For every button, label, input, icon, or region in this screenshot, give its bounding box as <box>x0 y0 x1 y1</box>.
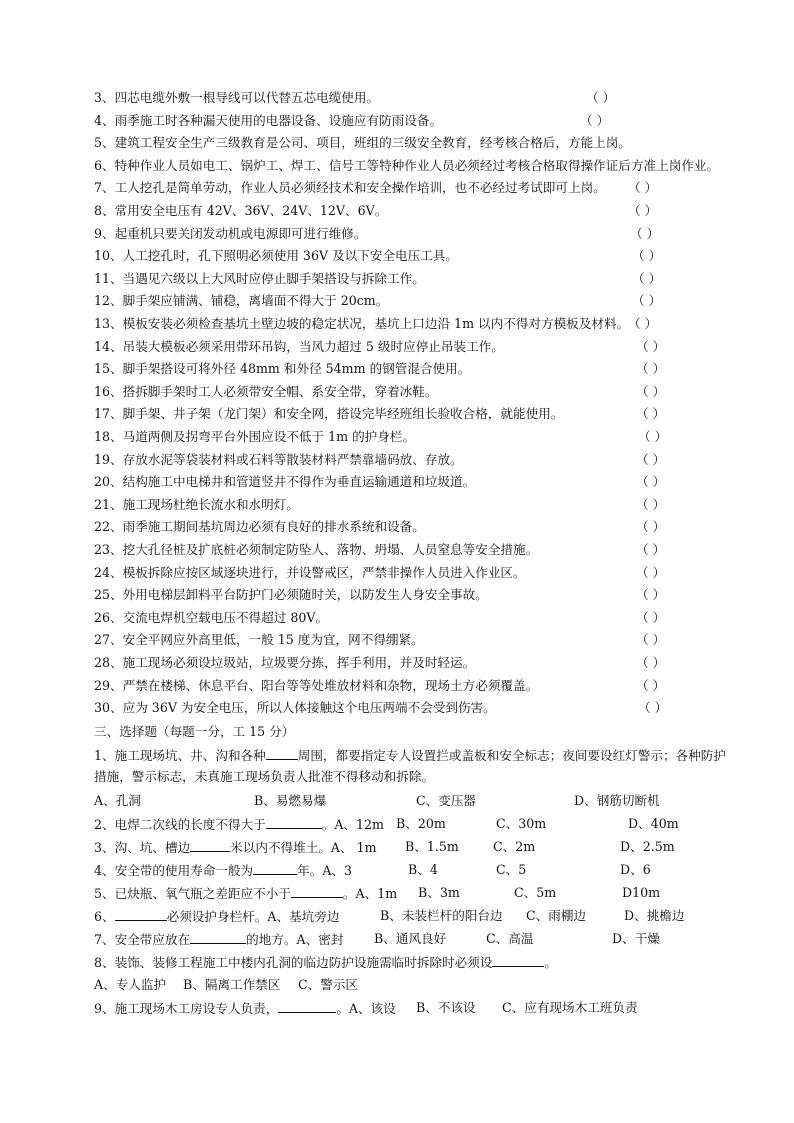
answer-parentheses[interactable]: （ ） <box>580 113 610 128</box>
q6-option-d: D、挑檐边 <box>624 908 685 923</box>
judgement-question: 22、雨季施工期间基坑周边必须有良好的排水系统和设备。 <box>94 519 425 534</box>
answer-parentheses[interactable]: （ ） <box>628 316 658 331</box>
judgement-question: 16、搭拆脚手架时工人必须带安全帽、系安全带，穿着冰鞋。 <box>94 384 438 399</box>
answer-parentheses[interactable]: （ ） <box>636 452 666 467</box>
choice-question-9 <box>94 999 396 1018</box>
q3-option-b: B、1.5m <box>405 839 459 854</box>
q5-option-b: B、3m <box>418 885 460 900</box>
q1-option-c: C、变压器 <box>416 793 477 808</box>
q5-option-c: C、5m <box>514 885 557 900</box>
judgement-question: 13、模板安装必须检查基坑土壁边坡的稳定状况，基坑上口边沿 1m 以内不得对方模板及材料。 <box>94 316 630 331</box>
judgement-question: 9、起重机只要关闭发动机或电源即可进行维修。 <box>94 226 367 241</box>
choice-question-1-line2: 措施，警示标志，未真施工现场负责人批准不得移动和拆除。 <box>94 769 435 784</box>
q2-answer-blank[interactable] <box>266 815 322 829</box>
choice-question-8 <box>94 953 557 972</box>
q8-option-a: A、专人监护 <box>94 977 167 992</box>
q1-option-a: A、孔洞 <box>94 793 141 808</box>
judgement-question: 6、特种作业人员如电工、锅炉工、焊工、信号工等特种作业人员必须经过考核合格取得操作证后方准上岗作业。 <box>94 158 720 173</box>
q3-option-d: D、2.5m <box>620 839 675 854</box>
judgement-question: 10、人工挖孔时，孔下照明必须使用 36V 及以下安全电压工具。 <box>94 248 458 263</box>
answer-parentheses[interactable]: （ ） <box>636 610 666 625</box>
q1-stem-a: 1、施工现场坑、井、沟和各种 <box>94 748 266 763</box>
q5-option-a: 。A、1m <box>342 886 398 901</box>
section-heading-choice: 三、选择题（每题一分，工 15 分） <box>94 724 295 739</box>
q6-option-a: 必须设护身栏杆。A、基坑旁边 <box>166 909 340 924</box>
judgement-question: 5、建筑工程安全生产三级教育是公司、项目，班组的三级安全教育，经考核合格后，方能上岗。 <box>94 135 631 150</box>
answer-parentheses[interactable]: （ ） <box>636 497 666 512</box>
q1-answer-blank[interactable] <box>266 746 298 760</box>
answer-parentheses[interactable]: （ ） <box>586 90 616 105</box>
q4-stem: 4、安全带的使用寿命一般为 <box>94 863 254 878</box>
answer-parentheses[interactable]: （ ） <box>636 406 666 421</box>
q3-option-a: 米以内不得堆土。A、 1m <box>230 840 377 855</box>
q5-option-d: D10m <box>622 885 661 900</box>
answer-parentheses[interactable]: （ ） <box>636 587 666 602</box>
answer-parentheses[interactable]: （ ） <box>636 384 666 399</box>
q7-answer-blank[interactable] <box>190 930 246 944</box>
q9-stem: 9、施工现场木工房设专人负责， <box>94 1001 279 1016</box>
q8-option-c: C、警示区 <box>298 977 359 992</box>
q4-option-a: 年。A、3 <box>297 863 353 878</box>
judgement-question: 12、脚手架应铺满、铺稳，离墙面不得大于 20cm。 <box>94 293 389 308</box>
q7-option-a: 的地方。A、密封 <box>246 932 344 947</box>
judgement-question: 30、应为 36V 为安全电压，所以人体接触这个电压两端不会受到伤害。 <box>94 700 496 715</box>
q3-option-c: C、2m <box>493 839 536 854</box>
q9-answer-blank[interactable] <box>278 999 336 1013</box>
judgement-question: 8、常用安全电压有 42V、36V、24V、12V、6V。 <box>94 203 388 218</box>
choice-question-6 <box>94 907 339 926</box>
q6-option-b: B、未装栏杆的阳台边 <box>380 908 503 923</box>
answer-parentheses[interactable]: （ ） <box>636 542 666 557</box>
judgement-question: 3、四芯电缆外敷一根导线可以代替五芯电缆使用。 <box>94 90 380 105</box>
answer-parentheses[interactable]: （ ） <box>628 203 658 218</box>
q2-option-c: C、30m <box>496 816 547 831</box>
judgement-question: 25、外用电梯层卸料平台防护门必须随时关，以防发生人身安全事故。 <box>94 587 488 602</box>
judgement-question: 21、施工现场杜绝长流水和水明灯。 <box>94 497 299 512</box>
answer-parentheses[interactable]: （ ） <box>636 519 666 534</box>
q1-option-d: D、钢筋切断机 <box>574 793 660 808</box>
answer-parentheses[interactable]: （ ） <box>636 655 666 670</box>
judgement-question: 4、雨季施工时各种漏天使用的电器设备、设施应有防雨设备。 <box>94 113 443 128</box>
q5-answer-blank[interactable] <box>291 884 343 898</box>
q9-option-c: C、应有现场木工班负责 <box>502 1000 638 1015</box>
answer-parentheses[interactable]: （ ） <box>638 700 668 715</box>
choice-question-4 <box>94 861 352 880</box>
answer-parentheses[interactable]: （ ） <box>632 248 662 263</box>
answer-parentheses[interactable]: （ ） <box>636 565 666 580</box>
q4-option-c: C、5 <box>496 862 527 877</box>
q4-option-d: D、6 <box>620 862 651 877</box>
q9-option-b: B、不该设 <box>416 1000 476 1015</box>
judgement-question: 15、脚手架搭设可将外径 48mm 和外径 54mm 的钢管混合使用。 <box>94 361 471 376</box>
q2-stem: 2、电焊二次线的长度不得大于 <box>94 817 266 832</box>
q7-option-b: B、通风良好 <box>374 931 447 946</box>
q2-option-b: B、20m <box>396 816 446 831</box>
judgement-question: 14、吊装大模板必须采用带环吊钩，当风力超过 5 级时应停止吊装工作。 <box>94 339 504 354</box>
judgement-question: 17、脚手架、井子架（龙门架）和安全网，搭设完毕经班组长验收合格，就能使用。 <box>94 406 564 421</box>
answer-parentheses[interactable]: （ ） <box>636 361 666 376</box>
judgement-question: 20、结构施工中电梯井和管道竖井不得作为垂直运输通道和垃圾道。 <box>94 474 476 489</box>
answer-parentheses[interactable]: （ ） <box>628 180 658 195</box>
q3-stem: 3、沟、坑、槽边 <box>94 840 191 855</box>
choice-question-1-line1 <box>94 746 726 765</box>
choice-question-5 <box>94 884 397 903</box>
choice-question-2 <box>94 815 384 834</box>
answer-parentheses[interactable]: （ ） <box>636 339 666 354</box>
q8-option-b: B、隔离工作禁区 <box>183 977 281 992</box>
answer-parentheses[interactable]: （ ） <box>636 474 666 489</box>
answer-parentheses[interactable]: （ ） <box>632 271 662 286</box>
answer-parentheses[interactable]: （ ） <box>630 226 660 241</box>
q7-stem: 7、安全带应放在 <box>94 932 191 947</box>
q4-option-b: B、4 <box>408 862 438 877</box>
q2-option-a: 。A、12m <box>321 817 384 832</box>
judgement-question: 26、交流电焊机空载电压不得超过 80V。 <box>94 610 329 625</box>
judgement-question: 18、马道两侧及拐弯平台外围应设不低于 1m 的护身栏。 <box>94 429 416 444</box>
q6-stem: 6、 <box>94 909 115 924</box>
judgement-question: 28、施工现场必须设垃圾站，垃圾要分拣，挥手利用，并及时轻运。 <box>94 655 476 670</box>
answer-parentheses[interactable]: （ ） <box>636 678 666 693</box>
q3-answer-blank[interactable] <box>190 838 230 852</box>
answer-parentheses[interactable]: （ ） <box>632 293 662 308</box>
judgement-question: 27、安全平网应外高里低，一般 15 度为宜，网不得绷紧。 <box>94 632 424 647</box>
q4-answer-blank[interactable] <box>253 861 297 875</box>
q1-option-b: B、易燃易爆 <box>254 793 327 808</box>
judgement-question: 24、模板拆除应按区域逐块进行，并设警戒区，严禁非操作人员进入作业区。 <box>94 565 526 580</box>
judgement-question: 7、工人挖孔是简单劳动，作业人员必须经技术和安全操作培训，也不必经过考试即可上岗。 <box>94 180 606 195</box>
q8-stem: 8、装饰、装修工程施工中楼内孔洞的临边防护设施需临时拆除时必须设 <box>94 955 493 970</box>
q5-stem: 5、已炔瓶、氧气瓶之差距应不小于 <box>94 886 291 901</box>
q8-stem-end: 。 <box>544 955 558 970</box>
q6-answer-blank[interactable] <box>115 907 167 921</box>
q7-option-d: D、干燥 <box>612 931 660 946</box>
choice-question-3 <box>94 838 377 857</box>
q6-option-c: C、雨棚边 <box>526 908 587 923</box>
judgement-question: 19、存放水泥等袋装材料或石料等散装材料严禁靠墙码放、存放。 <box>94 452 463 467</box>
q1-stem-b: 周围，都要指定专人设置拦或盖板和安全标志；夜间要设红灯警示；各种防护 <box>297 748 726 763</box>
q8-answer-blank[interactable] <box>492 953 544 967</box>
answer-parentheses[interactable]: （ ） <box>638 429 668 444</box>
judgement-question: 23、挖大孔径桩及扩底桩必须制定防坠人、落物、坍塌、人员窒息等安全措施。 <box>94 542 539 557</box>
q2-option-d: D、40m <box>628 816 679 831</box>
judgement-question: 11、当遇见六级以上大风时应停止脚手架搭设与拆除工作。 <box>94 271 425 286</box>
answer-parentheses[interactable]: （ ） <box>636 632 666 647</box>
q7-option-c: C、高温 <box>486 931 534 946</box>
choice-question-7 <box>94 930 343 949</box>
judgement-question: 29、严禁在楼梯、休息平台、阳台等等处堆放材料和杂物，现场土方必须覆盖。 <box>94 678 539 693</box>
q9-option-a: 。A、该设 <box>336 1001 396 1016</box>
